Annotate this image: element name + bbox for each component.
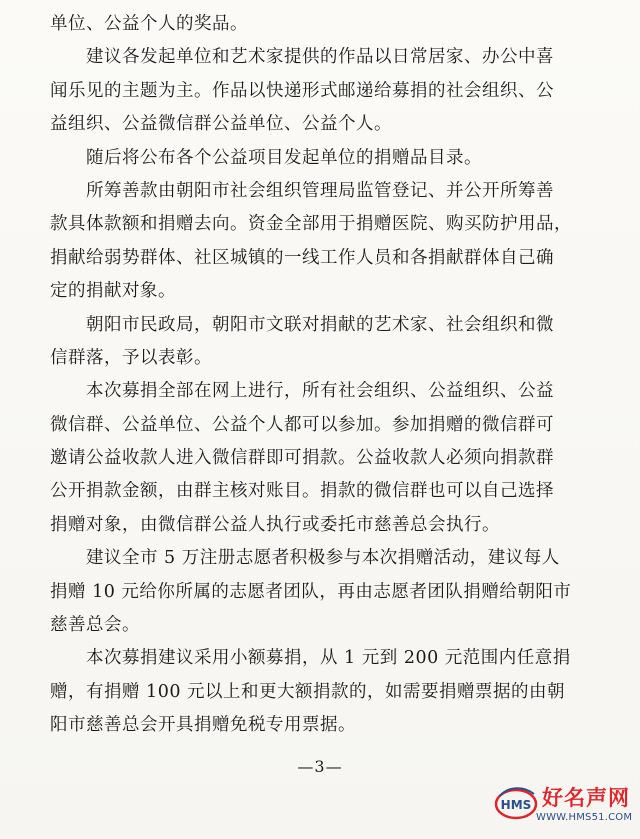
text-line: 本次募捐全部在网上进行，所有社会组织、公益组织、公益 — [86, 381, 554, 402]
text-line: 本次募捐建议采用小额募捐，从 1 元到 200 元范围内任意捐 — [86, 648, 571, 669]
text-line: 闻乐见的主题为主。作品以快递形式邮递给募捐的社会组织、公 — [50, 80, 554, 101]
text-line: 捐献给弱势群体、社区城镇的一线工作人员和各捐献群体自己确 — [50, 247, 554, 268]
text-line: 建议各发起单位和艺术家提供的作品以日常居家、办公中喜 — [86, 47, 554, 68]
text-line: 捐赠 10 元给你所属的志愿者团队，再由志愿者团队捐赠给朝阳市 — [50, 581, 572, 602]
page-number: —3— — [297, 757, 343, 776]
text-line: 赠，有捐赠 100 元以上和更大额捐款的，如需要捐赠票据的由朝 — [50, 681, 566, 702]
text-line: 捐赠对象，由微信群公益人执行或委托市慈善总会执行。 — [50, 514, 500, 535]
text-line: 信群落，予以表彰。 — [50, 347, 212, 368]
hms-logo-icon — [494, 780, 538, 824]
text-line: 益组织、公益微信群公益单位、公益个人。 — [50, 114, 392, 135]
text-line: 建议全市 5 万注册志愿者积极参与本次捐赠活动，建议每人 — [86, 548, 560, 569]
brand-url: WWW.HMS51.COM — [536, 812, 633, 823]
text-line: 公开捐款金额，由群主核对账目。捐款的微信群也可以自己选择 — [50, 481, 554, 502]
text-line: 微信群、公益单位、公益个人都可以参加。参加捐赠的微信群可 — [50, 414, 554, 435]
text-line: 阳市慈善总会开具捐赠免税专用票据。 — [50, 715, 356, 736]
text-line: 慈善总会。 — [50, 615, 140, 636]
svg-text:HMS: HMS — [500, 798, 532, 812]
text-line: 所筹善款由朝阳市社会组织管理局监管登记、并公开所筹善 — [86, 180, 554, 201]
text-line: 单位、公益个人的奖品。 — [50, 14, 248, 34]
text-line: 定的捐献对象。 — [50, 281, 176, 302]
text-line: 邀请公益收款人进入微信群即可捐款。公益收款人必须向捐款群 — [50, 448, 554, 469]
site-watermark-logo — [486, 776, 636, 836]
body-text — [50, 8, 610, 743]
text-line: 随后将公布各个公益项目发起单位的捐赠品目录。 — [86, 147, 482, 168]
text-line: 款具体款额和捐赠去向。资金全部用于捐赠医院、购买防护用品， — [50, 214, 572, 235]
brand-name: 好名声网 — [542, 786, 630, 810]
text-line: 朝阳市民政局，朝阳市文联对捐献的艺术家、社会组织和微 — [86, 314, 554, 335]
